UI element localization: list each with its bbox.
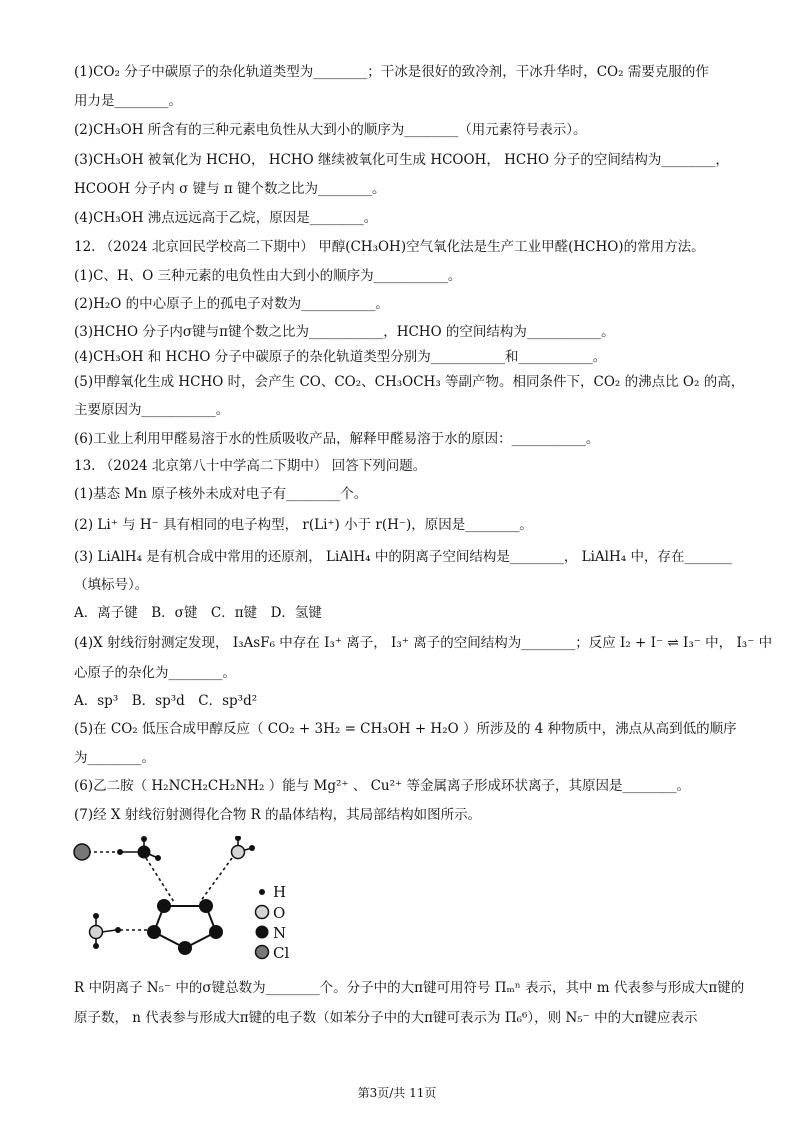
n-atom <box>178 941 192 955</box>
text-line: (5)甲醇氧化生成 HCHO 时，会产生 CO、CO₂、CH₃OCH₃ 等副产物。相同条件下，CO₂ 的沸点比 O₂ 的高， <box>74 374 745 390</box>
h-atom <box>93 943 99 949</box>
text-line: 用力是________。 <box>74 93 182 109</box>
h-atom <box>249 845 255 851</box>
n-atom <box>157 899 171 913</box>
text-line: (3)HCHO 分子内σ键与π键个数之比为___________，HCHO 的空间结构为___________。 <box>74 324 615 340</box>
text-line: (4)CH₃OH 沸点远远高于乙烷，原因是________。 <box>74 210 378 226</box>
legend-label: Cl <box>273 944 290 962</box>
text-line: 主要原因为___________。 <box>74 402 230 418</box>
text-line: (1)基态 Mn 原子核外未成对电子有________个。 <box>74 486 368 502</box>
text-line: R 中阴离子 N₅⁻ 中的σ键总数为________个。分子中的大π键可用符号 Πₘⁿ 表示，其中 m 代表参与形成大π键的 <box>74 980 745 996</box>
text-line: 为________。 <box>74 750 155 766</box>
o-atom <box>90 926 103 939</box>
cl-atom <box>74 844 90 860</box>
h-atom <box>235 836 241 841</box>
h-atom <box>115 927 121 933</box>
text-line: (2)CH₃OH 所含有的三种元素电负性从大到小的顺序为________（用元素符号表示）。 <box>74 122 587 138</box>
legend <box>256 883 290 962</box>
text-line: （填标号）。 <box>74 577 149 593</box>
text-line: 心原子的杂化为________。 <box>74 665 236 681</box>
n-atom <box>147 925 161 939</box>
text-line: (4)CH₃OH 和 HCHO 分子中碳原子的杂化轨道类型分别为___________和___________。 <box>74 349 607 365</box>
n-atom <box>199 899 213 913</box>
page-footer: 第3页/共 11页 <box>357 1086 437 1100</box>
h-atom <box>93 913 99 919</box>
legend-marker <box>256 906 269 919</box>
text-line: (6)乙二胺（ H₂NCH₂CH₂NH₂ ）能与 Mg²⁺ 、 Cu²⁺ 等金属离子形成环状离子，其原因是________。 <box>74 778 690 794</box>
text-line: HCOOH 分子内 σ 键与 π 键个数之比为________。 <box>74 181 386 197</box>
legend-label: H <box>273 883 287 901</box>
legend-marker <box>259 889 265 895</box>
text-line: (3)CH₃OH 被氧化为 HCHO， HCHO 继续被氧化可生成 HCOOH， HCHO 分子的空间结构为________， <box>74 152 729 168</box>
options-line: A．sp³ B．sp³d C．sp³d² <box>74 693 258 709</box>
options-line: A．离子键 B．σ键 C．π键 D．氢键 <box>74 605 322 621</box>
question-heading: 12. （2024 北京回民学校高二下期中） 甲醇(CH₃OH)空气氧化法是生产工业甲醛(HCHO)的常用方法。 <box>74 239 705 255</box>
n-atom <box>138 846 151 859</box>
legend-marker <box>256 946 269 959</box>
n-atom <box>209 925 223 939</box>
text-line: (1)C、H、O 三种元素的电负性由大到小的顺序为___________。 <box>74 268 462 284</box>
text-line: (2) Li⁺ 与 H⁻ 具有相同的电子构型， r(Li⁺) 小于 r(H⁻)，原因是________。 <box>74 517 533 533</box>
text-line: (2)H₂O 的中心原子上的孤电子对数为___________。 <box>74 296 389 312</box>
question-heading: 13. （2024 北京第八十中学高二下期中） 回答下列问题。 <box>74 458 427 474</box>
text-line: (1)CO₂ 分子中碳原子的杂化轨道类型为________；干冰是很好的致冷剂，干冰升华时，CO₂ 需要克服的作 <box>74 64 709 80</box>
text-line: (3) LiAlH₄ 是有机合成中常用的还原剂， LiAlH₄ 中的阴离子空间结构是________， LiAlH₄ 中，存在_______ <box>74 549 732 565</box>
h-atom <box>155 855 161 861</box>
text-line: (5)在 CO₂ 低压合成甲醇反应（ CO₂ + 3H₂ = CH₃OH + H₂O ）所涉及的 4 种物质中，沸点从高到低的顺序 <box>74 721 737 737</box>
text-line: (4)X 射线衍射测定发现， I₃AsF₆ 中存在 I₃⁺ 离子， I₃⁺ 离子的空间结构为________；反应 I₂ + I⁻ ⇌ I₃⁻ 中， I₃⁻ 中 <box>74 635 773 651</box>
o-atom <box>232 846 245 859</box>
legend-label: N <box>273 924 287 942</box>
text-line: (7)经 X 射线衍射测得化合物 R 的晶体结构，其局部结构如图所示。 <box>74 807 482 823</box>
text-line: 原子数， n 代表参与形成大π键的电子数（如苯分子中的大π键可表示为 Π₆⁶），则 N₅⁻ 中的大π键应表示 <box>74 1010 698 1026</box>
h-atom <box>141 836 147 842</box>
h-atom <box>117 849 123 855</box>
legend-label: O <box>273 904 286 922</box>
legend-marker <box>256 926 269 939</box>
text-line: (6)工业上利用甲醛易溶于水的性质吸收产品，解释甲醛易溶于水的原因：___________。 <box>74 431 600 447</box>
structure-diagram <box>66 836 306 976</box>
